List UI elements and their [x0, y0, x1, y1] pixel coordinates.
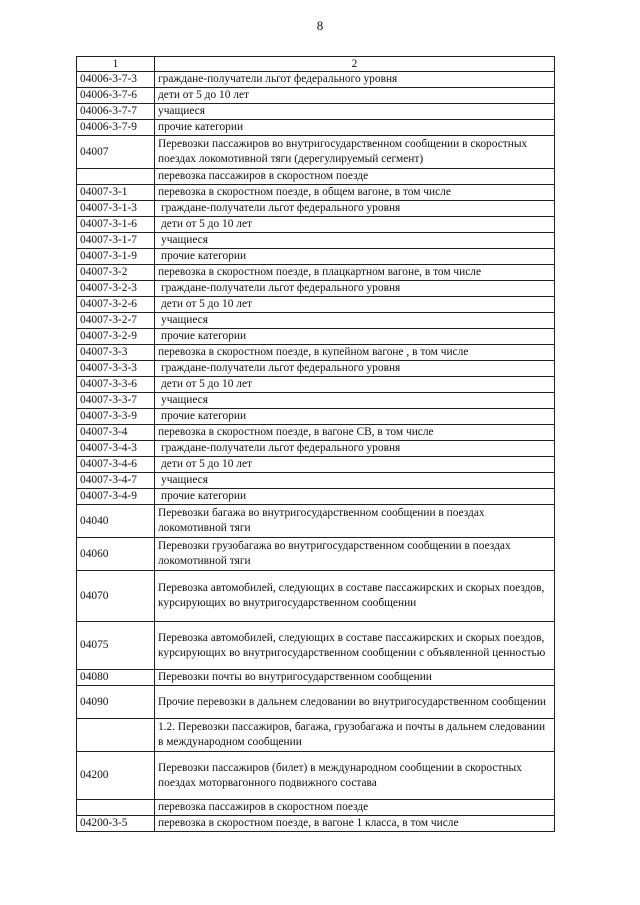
table-row [77, 571, 555, 622]
row-description: перевозка пассажиров в скоростном поезде [155, 169, 555, 185]
table-row [77, 752, 555, 800]
row-code: 04070 [77, 571, 155, 622]
row-description: перевозка в скоростном поезде, в общем вагоне, в том числе [155, 185, 555, 201]
table-row [77, 361, 555, 377]
row-description: дети от 5 до 10 лет [155, 377, 555, 393]
row-code: 04007-3-4-7 [77, 473, 155, 489]
row-description: Прочие перевозки в дальнем следовании во внутригосударственном сообщении [155, 686, 555, 719]
row-description: перевозка пассажиров в скоростном поезде [155, 800, 555, 816]
row-code: 04006-3-7-6 [77, 88, 155, 104]
row-description: дети от 5 до 10 лет [155, 297, 555, 313]
row-description: граждане-получатели льгот федерального уровня [155, 441, 555, 457]
row-code: 04200 [77, 752, 155, 800]
table-row [77, 489, 555, 505]
row-description: перевозка в скоростном поезде, в вагоне СВ, в том числе [155, 425, 555, 441]
row-description: прочие категории [155, 249, 555, 265]
row-code: 04080 [77, 670, 155, 686]
row-code: 04007-3-1 [77, 185, 155, 201]
row-code: 04007-3-4-3 [77, 441, 155, 457]
row-description: Перевозки почты во внутригосударственном сообщении [155, 670, 555, 686]
row-code: 04007-3-1-6 [77, 217, 155, 233]
table-row [77, 88, 555, 104]
row-description: учащиеся [155, 313, 555, 329]
column-header-code: 1 [77, 57, 155, 72]
row-description: граждане-получатели льгот федерального уровня [155, 281, 555, 297]
row-description: учащиеся [155, 473, 555, 489]
column-header-description: 2 [155, 57, 555, 72]
table-row [77, 169, 555, 185]
row-description: дети от 5 до 10 лет [155, 88, 555, 104]
row-description: 1.2. Перевозки пассажиров, багажа, грузобагажа и почты в дальнем следовании в международном сообщении [155, 719, 555, 752]
row-code [77, 800, 155, 816]
table-row [77, 425, 555, 441]
table-row [77, 313, 555, 329]
table-row [77, 473, 555, 489]
row-description: перевозка в скоростном поезде, в купейном вагоне , в том числе [155, 345, 555, 361]
row-description: дети от 5 до 10 лет [155, 457, 555, 473]
row-description: Перевозка автомобилей, следующих в составе пассажирских и скорых поездов, курсирующих во внутригосударственном сообщении [155, 571, 555, 622]
row-description: перевозка в скоростном поезде, в вагоне 1 класса, в том числе [155, 816, 555, 832]
table-row [77, 72, 555, 88]
codes-table [76, 56, 555, 832]
row-description: граждане-получатели льгот федерального уровня [155, 361, 555, 377]
table-row [77, 670, 555, 686]
row-code: 04007-3-2-7 [77, 313, 155, 329]
row-description: дети от 5 до 10 лет [155, 217, 555, 233]
row-code: 04040 [77, 505, 155, 538]
table-row [77, 136, 555, 169]
row-description: учащиеся [155, 104, 555, 120]
row-description: прочие категории [155, 120, 555, 136]
table-row [77, 249, 555, 265]
row-code: 04007-3-3-3 [77, 361, 155, 377]
row-code: 04007-3-4 [77, 425, 155, 441]
table-row [77, 233, 555, 249]
row-code: 04007-3-2-3 [77, 281, 155, 297]
table-row [77, 377, 555, 393]
row-description: перевозка в скоростном поезде, в плацкартном вагоне, в том числе [155, 265, 555, 281]
table-row [77, 816, 555, 832]
row-description: Перевозка автомобилей, следующих в составе пассажирских и скорых поездов, курсирующих во внутригосударственном сообщении с объявленной ценностью [155, 622, 555, 670]
row-code: 04007-3-4-9 [77, 489, 155, 505]
table-row [77, 457, 555, 473]
table-header-row [77, 57, 555, 72]
row-code: 04007-3-3-6 [77, 377, 155, 393]
row-code: 04007-3-1-9 [77, 249, 155, 265]
table-row [77, 409, 555, 425]
row-code [77, 719, 155, 752]
table-row [77, 329, 555, 345]
row-code: 04007-3-1-7 [77, 233, 155, 249]
row-code: 04007-3-2 [77, 265, 155, 281]
row-code: 04007-3-3-7 [77, 393, 155, 409]
row-description: прочие категории [155, 409, 555, 425]
row-code: 04007-3-3-9 [77, 409, 155, 425]
row-description: Перевозки грузобагажа во внутригосударственном сообщении в поездах локомотивной тяги [155, 538, 555, 571]
table-row [77, 281, 555, 297]
table-row [77, 265, 555, 281]
table-row [77, 622, 555, 670]
row-code: 04007-3-1-3 [77, 201, 155, 217]
row-description: Перевозки багажа во внутригосударственном сообщении в поездах локомотивной тяги [155, 505, 555, 538]
row-description: учащиеся [155, 393, 555, 409]
page-number: 8 [316, 18, 324, 33]
row-description: Перевозки пассажиров во внутригосударственном сообщении в скоростных поездах локомотивной тяги (дерегулируемый сегмент) [155, 136, 555, 169]
table-row [77, 104, 555, 120]
table-row [77, 185, 555, 201]
table-row [77, 297, 555, 313]
row-code: 04007-3-2-9 [77, 329, 155, 345]
row-code: 04007-3-4-6 [77, 457, 155, 473]
row-description: граждане-получатели льгот федерального уровня [155, 201, 555, 217]
table-body [77, 72, 555, 832]
table-row [77, 441, 555, 457]
row-code: 04006-3-7-3 [77, 72, 155, 88]
table-row [77, 800, 555, 816]
row-description: прочие категории [155, 489, 555, 505]
row-code: 04090 [77, 686, 155, 719]
row-code: 04006-3-7-7 [77, 104, 155, 120]
row-code: 04007-3-2-6 [77, 297, 155, 313]
row-description: Перевозки пассажиров (билет) в международном сообщении в скоростных поездах моторвагонного подвижного состава [155, 752, 555, 800]
row-description: граждане-получатели льгот федерального уровня [155, 72, 555, 88]
table-row [77, 538, 555, 571]
row-description: прочие категории [155, 329, 555, 345]
row-code: 04006-3-7-9 [77, 120, 155, 136]
table-row [77, 201, 555, 217]
table-row [77, 120, 555, 136]
row-code: 04060 [77, 538, 155, 571]
table-row [77, 345, 555, 361]
table-row [77, 719, 555, 752]
row-code: 04200-3-5 [77, 816, 155, 832]
row-code: 04007-3-3 [77, 345, 155, 361]
table-row [77, 393, 555, 409]
row-code: 04075 [77, 622, 155, 670]
row-description: учащиеся [155, 233, 555, 249]
row-code [77, 169, 155, 185]
table-row [77, 505, 555, 538]
table-row [77, 217, 555, 233]
row-code: 04007 [77, 136, 155, 169]
table-row [77, 686, 555, 719]
